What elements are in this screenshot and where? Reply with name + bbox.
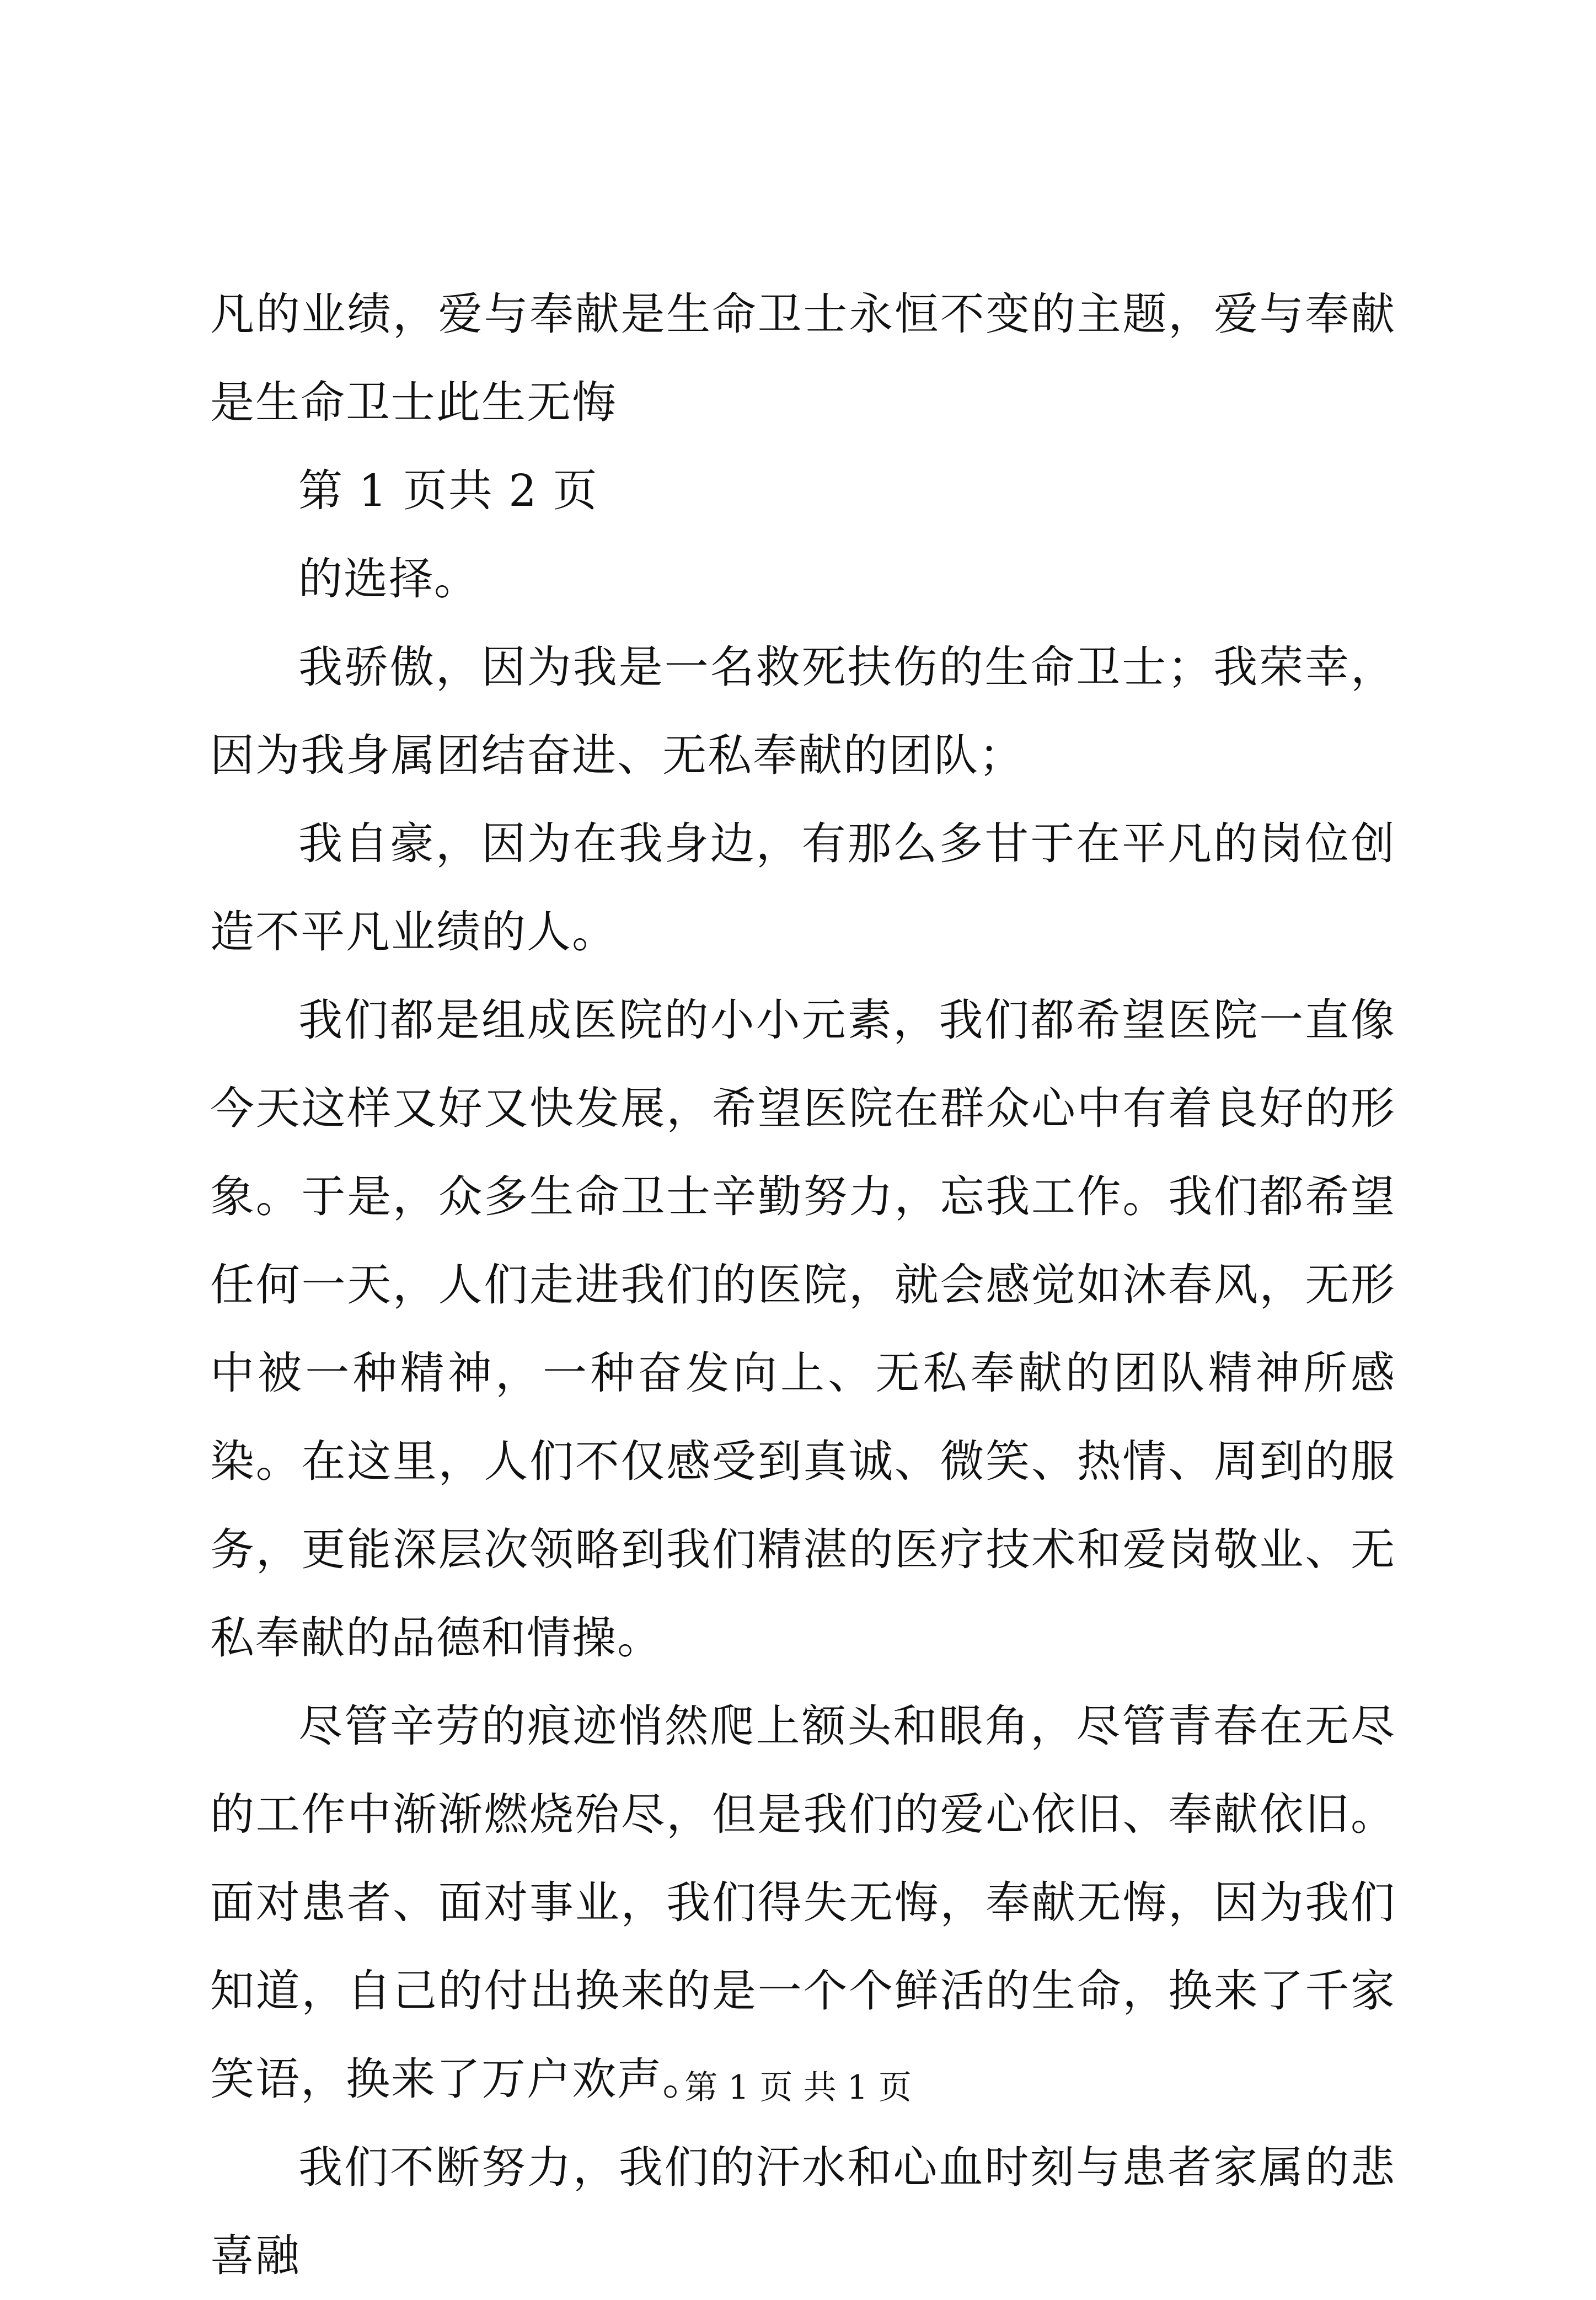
paragraph: 尽管辛劳的痕迹悄然爬上额头和眼角，尽管青春在无尽的工作中渐渐燃烧殆尽，但是我们的爱心依旧、奉献依旧。面对患者、面对事业，我们得失无悔，奉献无悔，因为我们知道，自己的付出换来的是一个个鲜活的生命，换来了千家笑语，换来了万户欢声。 bbox=[210, 1700, 1396, 2105]
inline-page-marker: 第 1 页共 2 页 bbox=[298, 465, 598, 516]
paragraph: 我自豪，因为在我身边，有那么多甘于在平凡的岗位创造不平凡业绩的人。 bbox=[210, 818, 1396, 958]
paragraph: 我们都是组成医院的小小元素，我们都希望医院一直像今天这样又好又快发展，希望医院在群众心中有着良好的形象。于是，众多生命卫士辛勤努力，忘我工作。我们都希望任何一天，人们走进我们的医院，就会感觉如沐春风，无形中被一种精神，一种奋发向上、无私奉献的团队精神所感染。在这里，人们不仅感受到真诚、微笑、热情、周到的服务，更能深层次领略到我们精湛的医疗技术和爱岗敬业、无私奉献的品德和情操。 bbox=[210, 994, 1396, 1664]
paragraph: 的选择。 bbox=[298, 553, 479, 605]
paragraph: 我骄傲，因为我是一名救死扶伤的生命卫士；我荣幸，因为我身属团结奋进、无私奉献的团队； bbox=[210, 641, 1396, 781]
document-body bbox=[210, 270, 1396, 2300]
paragraph: 我们不断努力，我们的汗水和心血时刻与患者家属的悲喜融 bbox=[210, 2142, 1396, 2281]
paragraph: 凡的业绩，爱与奉献是生命卫士永恒不变的主题，爱与奉献是生命卫士此生无悔 bbox=[210, 288, 1396, 428]
page-footer: 第 1 页 共 1 页 bbox=[684, 2068, 912, 2107]
